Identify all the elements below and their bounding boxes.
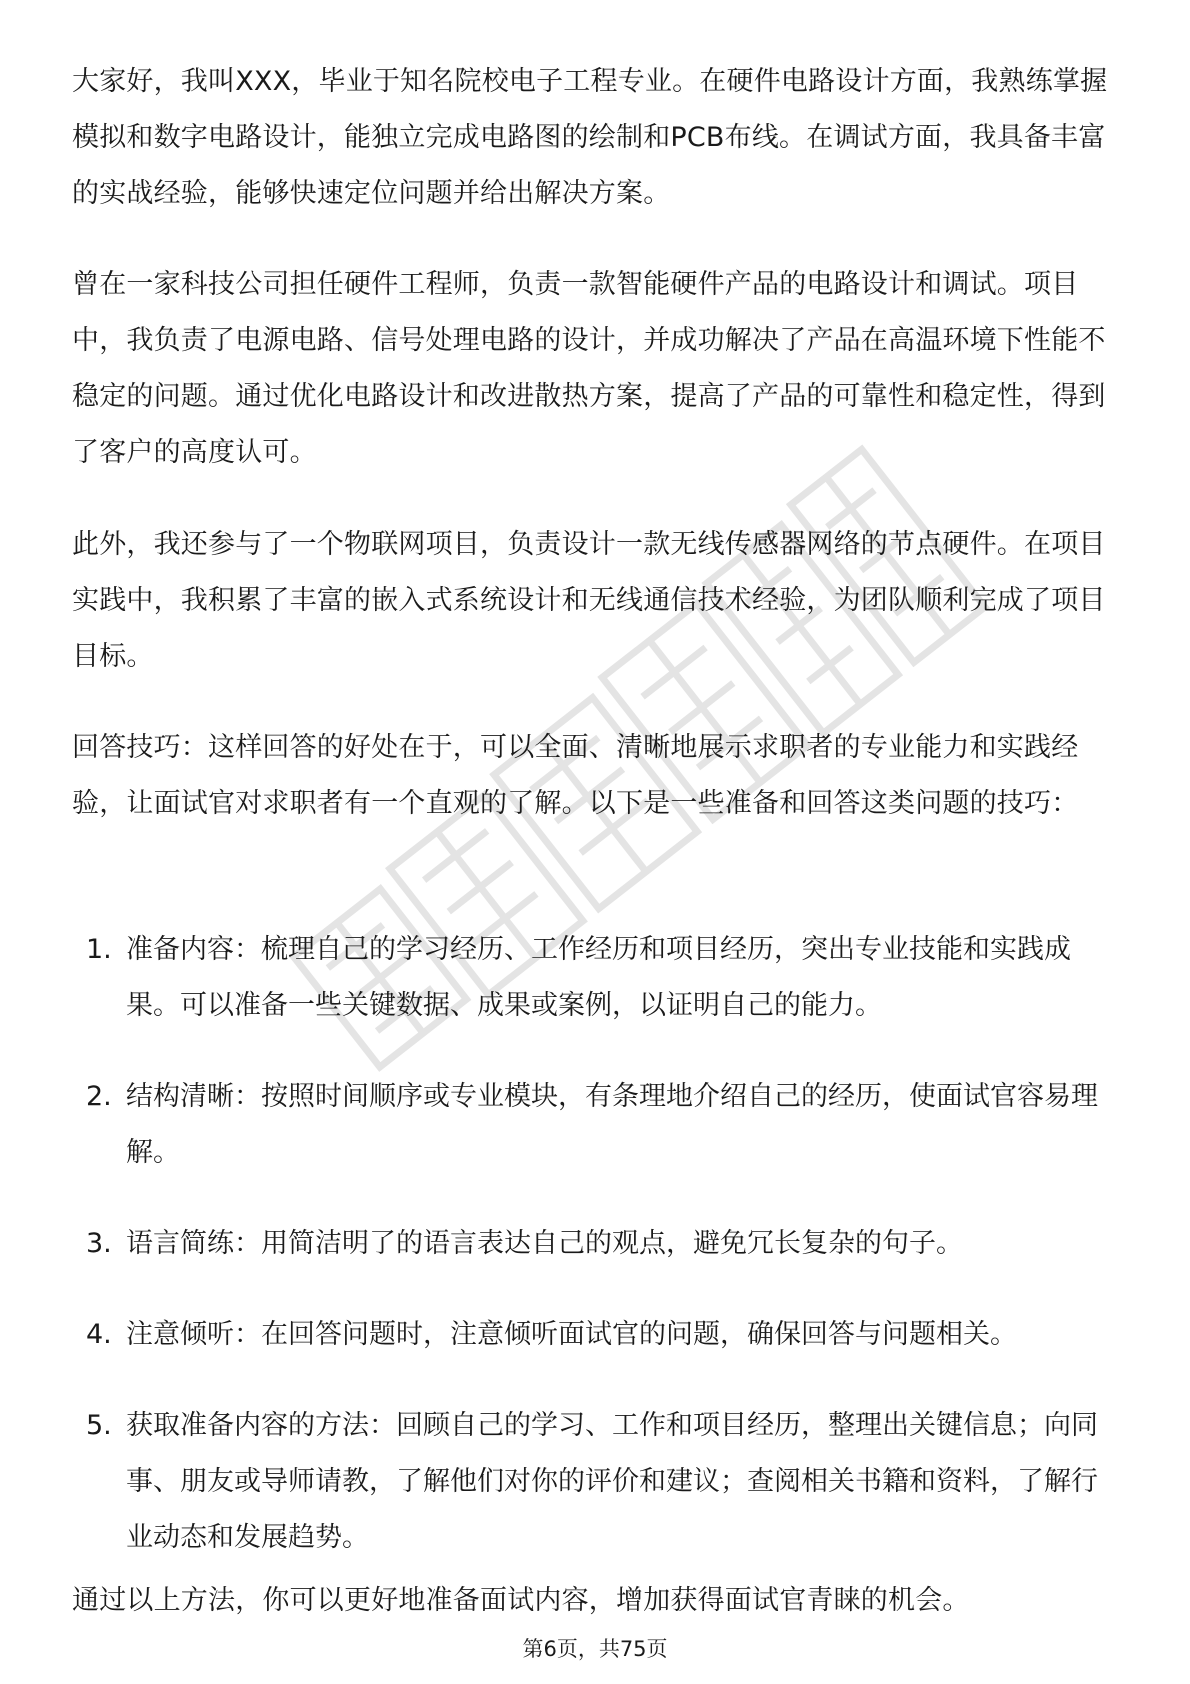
list-item: [72, 1307, 1122, 1363]
list-item: [72, 1216, 1122, 1272]
paragraph-iot-project: 此外，我还参与了一个物联网项目，负责设计一款无线传感器网络的节点硬件。在项目实践中，我积累了丰富的嵌入式系统设计和无线通信技术经验，为团队顺利完成了项目目标。: [72, 529, 1106, 672]
paragraph-work-experience: 曾在一家科技公司担任硬件工程师，负责一款智能硬件产品的电路设计和调试。项目中，我负责了电源电路、信号处理电路的设计，并成功解决了产品在高温环境下性能不稳定的问题。通过优化电路设计和改进散热方案，提高了产品的可靠性和稳定性，得到了客户的高度认可。: [72, 269, 1106, 468]
paragraph-self-introduction: 大家好，我叫XXX，毕业于知名院校电子工程专业。在硬件电路设计方面，我熟练掌握模拟和数字电路设计，能独立完成电路图的绘制和PCB布线。在调试方面，我具备丰富的实战经验，能够快速定位问题并给出解决方案。: [72, 66, 1108, 209]
page-number: 第6页，共75页: [522, 1637, 668, 1661]
list-item-text: 注意倾听：在回答问题时，注意倾听面试官的问题，确保回答与问题相关。: [126, 1319, 1017, 1350]
list-item-number: 1.: [86, 934, 112, 965]
list-item-number: 2.: [86, 1081, 112, 1112]
list-item: [72, 922, 1122, 1034]
paragraph-answer-tips: 回答技巧：这样回答的好处在于，可以全面、清晰地展示求职者的专业能力和实践经验，让面试官对求职者有一个直观的了解。以下是一些准备和回答这类问题的技巧：: [72, 732, 1079, 819]
list-item: [72, 1398, 1122, 1566]
list-item-text: 获取准备内容的方法：回顾自己的学习、工作和项目经历，整理出关键信息；向同事、朋友或导师请教，了解他们对你的评价和建议；查阅相关书籍和资料，了解行业动态和发展趋势。: [126, 1410, 1098, 1553]
list-item-number: 4.: [86, 1319, 112, 1350]
list-item: [72, 1069, 1122, 1181]
list-item-text: 结构清晰：按照时间顺序或专业模块，有条理地介绍自己的经历，使面试官容易理解。: [126, 1081, 1098, 1168]
list-item-text: 准备内容：梳理自己的学习经历、工作经历和项目经历，突出专业技能和实践成果。可以准备一些关键数据、成果或案例，以证明自己的能力。: [126, 934, 1071, 1021]
list-item-text: 语言简练：用简洁明了的语言表达自己的观点，避免冗长复杂的句子。: [126, 1228, 963, 1259]
paragraph-closing: 通过以上方法，你可以更好地准备面试内容，增加获得面试官青睐的机会。: [72, 1585, 970, 1616]
list-item-number: 3.: [86, 1228, 112, 1259]
list-item-number: 5.: [86, 1410, 112, 1441]
